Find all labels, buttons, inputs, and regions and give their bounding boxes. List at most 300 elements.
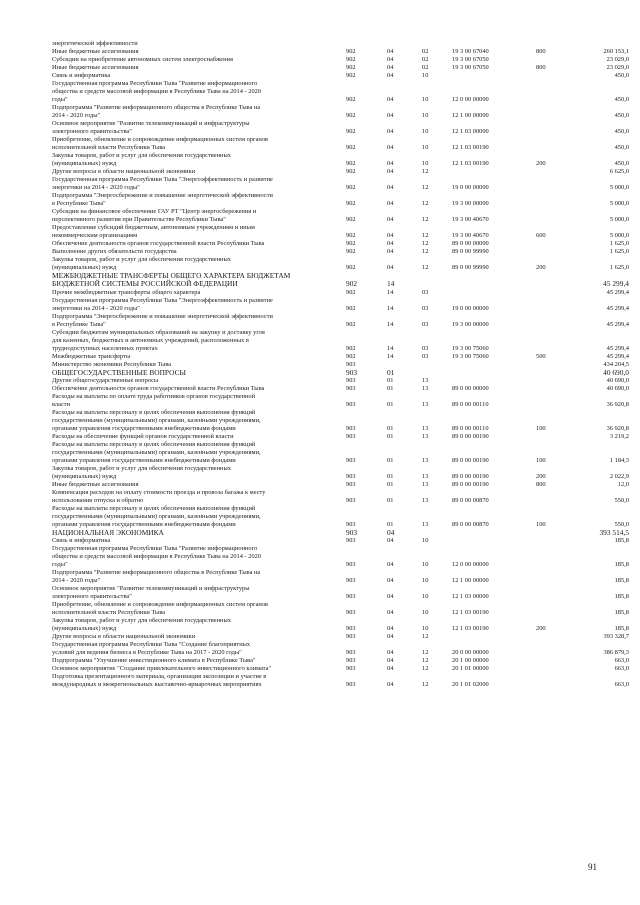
- ved-code: 902: [346, 279, 358, 289]
- row-description-line: (муниципальных) нужд: [52, 264, 117, 271]
- section-code: 04: [387, 128, 394, 135]
- section-code: 04: [387, 649, 394, 657]
- section-code: 04: [387, 625, 394, 633]
- row-description-line: 2014 - 2020 годы": [52, 577, 101, 585]
- amount: 450,0: [614, 128, 629, 135]
- section-code: 01: [387, 496, 394, 504]
- row-description-line: государственными (муниципальными) органами, казенными учреждениями,: [52, 416, 261, 424]
- target-item-code: 19 3 00 67050: [452, 64, 489, 71]
- target-item-code: 89 0 00 99990: [452, 264, 489, 271]
- target-item-code: 89 0 00 00870: [452, 496, 489, 504]
- subsection-code: 12: [422, 200, 429, 207]
- row-description-line: Подготовка презентационного материала, организация экспозиции и участие в: [52, 673, 267, 681]
- table-row: [0, 385, 640, 393]
- row-description: [52, 657, 334, 665]
- row-description: [52, 385, 334, 393]
- target-item-code: 19 3 00 40670: [452, 232, 489, 239]
- target-item-code: 12 1 03 00190: [452, 625, 489, 633]
- table-row: [0, 272, 640, 289]
- amount: 40 690,0: [606, 384, 629, 392]
- row-description-line: Подпрограмма "Энергосбережение и повышение энергетической эффективности: [52, 192, 273, 199]
- amount: 23 029,0: [606, 64, 629, 71]
- section-code: 04: [387, 681, 394, 689]
- section-code: 04: [387, 240, 394, 247]
- target-item-code: 12 1 03 00000: [452, 593, 489, 601]
- table-row: [0, 529, 640, 537]
- row-description: [52, 633, 334, 641]
- expense-type-code: 100: [536, 424, 546, 432]
- target-item-code: 20 1 01 02000: [452, 681, 489, 689]
- row-description-line: годы": [52, 561, 68, 569]
- amount: 550,0: [614, 496, 629, 504]
- row-description-line: органами управления государственными внебюджетными фондами: [52, 424, 236, 432]
- row-description: [52, 673, 334, 689]
- table-row: [0, 353, 640, 361]
- subsection-code: 10: [422, 625, 429, 633]
- section-code: 04: [387, 264, 394, 271]
- ved-code: 902: [346, 48, 356, 55]
- subsection-code: 13: [422, 472, 429, 480]
- row-description: [52, 465, 334, 481]
- row-description-line: Обеспечение деятельности органов государственной власти Республики Тыва: [52, 384, 265, 392]
- section-code: 04: [387, 200, 394, 207]
- row-description: [52, 48, 334, 56]
- section-code: 01: [387, 432, 394, 440]
- row-description-line: труднодоступных населенных пунктах: [52, 344, 158, 352]
- ved-code: 902: [346, 264, 356, 271]
- table-row: [0, 297, 640, 313]
- row-description: [52, 64, 334, 72]
- row-description: [52, 72, 334, 80]
- amount: 45 299,4: [603, 279, 629, 289]
- expense-type-code: 100: [536, 456, 546, 464]
- row-description-line: для казенных, бюджетных и автономных учреждений, расположенных в: [52, 336, 249, 344]
- target-item-code: 12 1 03 00190: [452, 144, 489, 151]
- amount: 12,0: [617, 480, 629, 488]
- section-code: 04: [387, 112, 394, 119]
- amount: 185,8: [614, 609, 629, 617]
- ved-code: 902: [346, 304, 356, 312]
- row-description-line: Подпрограмма "Энергосбережение и повышение энергетической эффективности: [52, 312, 273, 320]
- subsection-code: 12: [422, 681, 429, 689]
- amount: 1 625,0: [609, 264, 629, 271]
- target-item-code: 19 3 00 67040: [452, 48, 489, 55]
- row-description: [52, 601, 334, 617]
- section-code: 04: [387, 657, 394, 665]
- table-row: [0, 329, 640, 353]
- target-item-code: 12 1 03 00190: [452, 160, 489, 167]
- section-code: 14: [387, 288, 394, 296]
- row-description-line: Приобретение, обновление и сопровождение информационных систем органов: [52, 601, 269, 609]
- subsection-code: 03: [422, 344, 429, 352]
- subsection-code: 10: [422, 577, 429, 585]
- subsection-code: 12: [422, 240, 429, 247]
- row-description-line: Компенсация расходов на оплату стоимости проезда и провоза багажа к месту: [52, 488, 266, 496]
- row-description: [52, 56, 334, 64]
- target-item-code: 89 0 00 00110: [452, 400, 489, 408]
- row-description-line: Субсидии на финансовое обеспечение ГАУ РТ "Центр энергосбережения и: [52, 208, 257, 215]
- ved-code: 903: [346, 577, 356, 585]
- section-code: 04: [387, 56, 394, 63]
- ved-code: 903: [346, 496, 356, 504]
- amount: 36 920,8: [606, 400, 629, 408]
- section-code: 04: [387, 48, 394, 55]
- row-description-line: энергетики на 2014 - 2020 годы": [52, 184, 140, 191]
- row-description-line: Подпрограмма "Развитие информационного общества в Республике Тыва на: [52, 569, 261, 577]
- subsection-code: 02: [422, 48, 429, 55]
- row-description-line: Государственная программа Республики Тыва "Энергоэффективность и развитие: [52, 176, 273, 183]
- row-description: [52, 545, 334, 569]
- subsection-code: 13: [422, 496, 429, 504]
- table-row: [0, 72, 640, 80]
- row-description: [52, 585, 334, 601]
- row-description: [52, 208, 334, 224]
- ved-code: 902: [346, 160, 356, 167]
- row-description-line: Основное мероприятие "Развитие телекоммуникаций и инфраструктуры: [52, 585, 250, 593]
- table-row: [0, 152, 640, 168]
- amount: 663,0: [614, 665, 629, 673]
- row-description-line: органами управления государственными внебюджетными фондами: [52, 456, 236, 464]
- amount: 5 000,0: [609, 232, 629, 239]
- row-description-line: исполнительной власти Республики Тыва: [52, 144, 166, 151]
- row-description: [52, 481, 334, 489]
- row-description: [52, 313, 334, 329]
- section-code: 04: [387, 184, 394, 191]
- row-description: [52, 168, 334, 176]
- target-item-code: 19 3 00 75060: [452, 352, 489, 360]
- target-item-code: 89 0 00 99990: [452, 248, 489, 255]
- expense-type-code: 200: [536, 264, 546, 271]
- subsection-code: 03: [422, 304, 429, 312]
- row-description-line: некоммерческим организациям: [52, 232, 138, 239]
- row-description-line: Государственная программа Республики Тыва "Создание благоприятных: [52, 641, 251, 649]
- amount: 185,8: [614, 625, 629, 633]
- row-description: [52, 617, 334, 633]
- row-description-line: в Республике Тыва": [52, 320, 106, 328]
- section-code: 01: [387, 367, 395, 377]
- subsection-code: 12: [422, 657, 429, 665]
- table-row: [0, 657, 640, 665]
- subsection-code: 13: [422, 384, 429, 392]
- row-description-line: Основное мероприятие "Развитие телекоммуникаций и инфраструктуры: [52, 120, 250, 127]
- row-description-line: НАЦИОНАЛЬНАЯ ЭКОНОМИКА: [52, 527, 164, 537]
- table-row: [0, 80, 640, 104]
- table-row: [0, 465, 640, 481]
- section-code: 04: [387, 609, 394, 617]
- row-description-line: Закупка товаров, работ и услуг для обеспечения государственных: [52, 256, 231, 263]
- expense-type-code: 800: [536, 64, 546, 71]
- table-row: [0, 377, 640, 385]
- table-row: [0, 569, 640, 585]
- amount: 45 299,4: [606, 320, 629, 328]
- row-description-line: Субсидии на приобретение автономных систем электроснабжения: [52, 56, 233, 63]
- subsection-code: 13: [422, 432, 429, 440]
- table-row: [0, 104, 640, 120]
- amount: 450,0: [614, 160, 629, 167]
- ved-code: 903: [346, 472, 356, 480]
- target-item-code: 12 0 00 00000: [452, 96, 489, 103]
- ved-code: 903: [346, 520, 356, 528]
- amount: 1 184,3: [609, 456, 629, 464]
- table-row: [0, 441, 640, 465]
- row-description-line: Другие вопросы в области национальной экономики: [52, 633, 196, 641]
- amount: 185,8: [614, 537, 629, 545]
- row-description-line: Расходы на выплаты персоналу в целях обеспечения выполнения функций: [52, 408, 256, 416]
- row-description: [52, 569, 334, 585]
- row-description: [52, 136, 334, 152]
- table-row: [0, 192, 640, 208]
- table-row: [0, 136, 640, 152]
- row-description: [52, 329, 334, 353]
- ved-code: 903: [346, 593, 356, 601]
- amount: 434 204,5: [603, 360, 629, 368]
- table-row: [0, 545, 640, 569]
- table-row: [0, 240, 640, 248]
- row-description: [52, 289, 334, 297]
- section-code: 04: [387, 665, 394, 673]
- table-row: [0, 481, 640, 489]
- amount: 260 153,1: [603, 48, 629, 55]
- subsection-code: 13: [422, 376, 429, 384]
- row-description: [52, 297, 334, 313]
- section-code: 14: [387, 344, 394, 352]
- amount: 450,0: [614, 72, 629, 79]
- section-code: 04: [387, 561, 394, 569]
- ved-code: 903: [346, 376, 356, 384]
- target-item-code: 19 3 00 00000: [452, 320, 489, 328]
- table-row: [0, 601, 640, 617]
- page-number: 91: [588, 862, 597, 872]
- row-description-line: Расходы на обеспечение функций органов государственной власти: [52, 432, 234, 440]
- row-description-line: государственными (муниципальными) органами, казенными учреждениями,: [52, 448, 261, 456]
- target-item-code: 89 0 00 00190: [452, 456, 489, 464]
- row-description-line: Расходы на выплаты по оплате труда работников органов государственной: [52, 392, 255, 400]
- row-description-line: МЕЖБЮДЖЕТНЫЕ ТРАНСФЕРТЫ ОБЩЕГО ХАРАКТЕРА БЮДЖЕТАМ: [52, 271, 291, 280]
- subsection-code: 13: [422, 520, 429, 528]
- target-item-code: 89 0 00 00000: [452, 240, 489, 247]
- ved-code: 902: [346, 352, 356, 360]
- expense-type-code: 200: [536, 160, 546, 167]
- row-description: [52, 369, 334, 377]
- row-description: [52, 377, 334, 385]
- row-description-line: государственными (муниципальными) органами, казенными учреждениями,: [52, 512, 261, 520]
- expense-type-code: 100: [536, 520, 546, 528]
- amount: 393 514,5: [599, 527, 629, 537]
- row-description: [52, 665, 334, 673]
- subsection-code: 10: [422, 96, 429, 103]
- table-row: [0, 489, 640, 505]
- ved-code: 902: [346, 248, 356, 255]
- subsection-code: 12: [422, 184, 429, 191]
- ved-code: 903: [346, 432, 356, 440]
- expense-type-code: 800: [536, 48, 546, 55]
- row-description-line: Расходы на выплаты персоналу в целях обеспечения выполнения функций: [52, 440, 256, 448]
- row-description: [52, 409, 334, 433]
- amount: 1 625,0: [609, 240, 629, 247]
- amount: 5 000,0: [609, 184, 629, 191]
- row-description-line: Государственная программа Республики Тыва "Развитие информационного: [52, 80, 258, 87]
- table-row: [0, 56, 640, 64]
- subsection-code: 10: [422, 593, 429, 601]
- ved-code: 903: [346, 424, 356, 432]
- section-code: 01: [387, 424, 394, 432]
- row-description: [52, 192, 334, 208]
- expense-type-code: 200: [536, 625, 546, 633]
- amount: 185,8: [614, 577, 629, 585]
- row-description-line: годы": [52, 96, 68, 103]
- section-code: 04: [387, 144, 394, 151]
- table-row: [0, 409, 640, 433]
- expense-type-code: 600: [536, 232, 546, 239]
- amount: 663,0: [614, 681, 629, 689]
- subsection-code: 12: [422, 665, 429, 673]
- section-code: 14: [387, 304, 394, 312]
- section-code: 01: [387, 400, 394, 408]
- amount: 3 219,2: [609, 432, 629, 440]
- ved-code: 903: [346, 561, 356, 569]
- amount: 36 920,8: [606, 424, 629, 432]
- amount: 450,0: [614, 144, 629, 151]
- ved-code: 903: [346, 384, 356, 392]
- ved-code: 902: [346, 320, 356, 328]
- subsection-code: 10: [422, 537, 429, 545]
- table-row: [0, 64, 640, 72]
- subsection-code: 10: [422, 160, 429, 167]
- amount: 663,0: [614, 657, 629, 665]
- target-item-code: 12 1 00 00000: [452, 112, 489, 119]
- ved-code: 902: [346, 128, 356, 135]
- row-description-line: Приобретение, обновление и сопровождение информационных систем органов: [52, 136, 269, 143]
- row-description-line: использования отпуска и обратно: [52, 496, 144, 504]
- row-description-line: власти: [52, 400, 71, 408]
- table-row: [0, 537, 640, 545]
- target-item-code: 19 3 00 75060: [452, 344, 489, 352]
- target-item-code: 19 3 00 00000: [452, 200, 489, 207]
- ved-code: 903: [346, 681, 356, 689]
- row-description-line: ОБЩЕГОСУДАРСТВЕННЫЕ ВОПРОСЫ: [52, 367, 186, 377]
- ved-code: 902: [346, 288, 356, 296]
- ved-code: 902: [346, 112, 356, 119]
- table-row: [0, 289, 640, 297]
- target-item-code: 12 1 00 00000: [452, 577, 489, 585]
- target-item-code: 12 1 03 00190: [452, 609, 489, 617]
- table-row: [0, 224, 640, 240]
- table-row: [0, 633, 640, 641]
- expense-type-code: 200: [536, 472, 546, 480]
- row-description-line: Подпрограмма "Развитие информационного общества в Республике Тыва на: [52, 104, 261, 111]
- section-code: 04: [387, 72, 394, 79]
- table-row: [0, 48, 640, 56]
- row-description-line: органами управления государственными внебюджетными фондами: [52, 520, 236, 528]
- row-description: [52, 240, 334, 248]
- row-description: [52, 537, 334, 545]
- row-description-line: энергетики на 2014 - 2020 годы": [52, 304, 140, 312]
- row-description-line: Межбюджетные трансферты: [52, 352, 131, 360]
- row-description: [52, 256, 334, 272]
- amount: 5 000,0: [609, 216, 629, 223]
- row-description-line: общества и средств массовой информации в Республике Тыва на 2014 - 2020: [52, 88, 262, 95]
- ved-code: 902: [346, 56, 356, 63]
- subsection-code: 13: [422, 480, 429, 488]
- row-description-line: Другие вопросы в области национальной экономики: [52, 168, 196, 175]
- section-code: 04: [387, 64, 394, 71]
- row-description: [52, 104, 334, 120]
- ved-code: 903: [346, 456, 356, 464]
- subsection-code: 13: [422, 456, 429, 464]
- table-row: [0, 393, 640, 409]
- ved-code: 903: [346, 657, 356, 665]
- ved-code: 903: [346, 537, 356, 545]
- ved-code: 902: [346, 64, 356, 71]
- section-code: 04: [387, 168, 394, 175]
- subsection-code: 03: [422, 320, 429, 328]
- section-code: 04: [387, 577, 394, 585]
- table-row: [0, 176, 640, 192]
- subsection-code: 12: [422, 248, 429, 255]
- ved-code: 903: [346, 625, 356, 633]
- ved-code: 902: [346, 200, 356, 207]
- row-description-line: Закупка товаров, работ и услуг для обеспечения государственных: [52, 464, 231, 472]
- target-item-code: 89 0 00 00870: [452, 520, 489, 528]
- row-description: [52, 272, 334, 289]
- row-description-line: БЮДЖЕТНОЙ СИСТЕМЫ РОССИЙСКОЙ ФЕДЕРАЦИИ: [52, 279, 238, 289]
- amount: 45 299,4: [606, 304, 629, 312]
- row-description-line: Выполнение других обязательств государства: [52, 248, 177, 255]
- subsection-code: 12: [422, 633, 429, 641]
- table-row: [0, 665, 640, 673]
- subsection-code: 12: [422, 264, 429, 271]
- section-code: 04: [387, 216, 394, 223]
- row-description-line: Подпрограмма "Улучшение инвестиционного климата в Республике Тыва": [52, 657, 256, 665]
- row-description-line: Обеспечение деятельности органов государственной власти Республики Тыва: [52, 240, 265, 247]
- target-item-code: 19 3 00 67050: [452, 56, 489, 63]
- amount: 6 625,0: [609, 168, 629, 175]
- table-row: [0, 369, 640, 377]
- row-description-line: Расходы на выплаты персоналу в целях обеспечения выполнения функций: [52, 504, 256, 512]
- amount: 40 690,0: [603, 367, 629, 377]
- row-description: [52, 120, 334, 136]
- row-description-line: энергетической эффективности: [52, 40, 138, 47]
- ved-code: 902: [346, 184, 356, 191]
- target-item-code: 89 0 00 00000: [452, 384, 489, 392]
- subsection-code: 10: [422, 112, 429, 119]
- subsection-code: 10: [422, 128, 429, 135]
- section-code: 04: [387, 537, 394, 545]
- row-description-line: Государственная программа Республики Тыва "Развитие информационного: [52, 545, 258, 553]
- table-row: [0, 313, 640, 329]
- target-item-code: 89 0 00 00190: [452, 432, 489, 440]
- ved-code: 903: [346, 649, 356, 657]
- amount: 185,8: [614, 593, 629, 601]
- ved-code: 903: [346, 609, 356, 617]
- row-description-line: исполнительной власти Республики Тыва: [52, 609, 166, 617]
- row-description-line: условий для ведения бизнеса в Республике Тыва на 2017 - 2020 годы": [52, 649, 242, 657]
- ved-code: 902: [346, 232, 356, 239]
- target-item-code: 89 0 00 00190: [452, 472, 489, 480]
- row-description: [52, 224, 334, 240]
- row-description-line: электронного правительства": [52, 128, 132, 135]
- section-code: 14: [387, 279, 395, 289]
- row-description-line: Основное мероприятие "Создание привлекательного инвестиционного климата": [52, 665, 272, 673]
- section-code: 04: [387, 527, 395, 537]
- row-description: [52, 393, 334, 409]
- section-code: 14: [387, 320, 394, 328]
- row-description: [52, 248, 334, 256]
- row-description-line: Связь и информатика: [52, 537, 111, 545]
- ved-code: 902: [346, 344, 356, 352]
- subsection-code: 10: [422, 144, 429, 151]
- ved-code: 903: [346, 665, 356, 673]
